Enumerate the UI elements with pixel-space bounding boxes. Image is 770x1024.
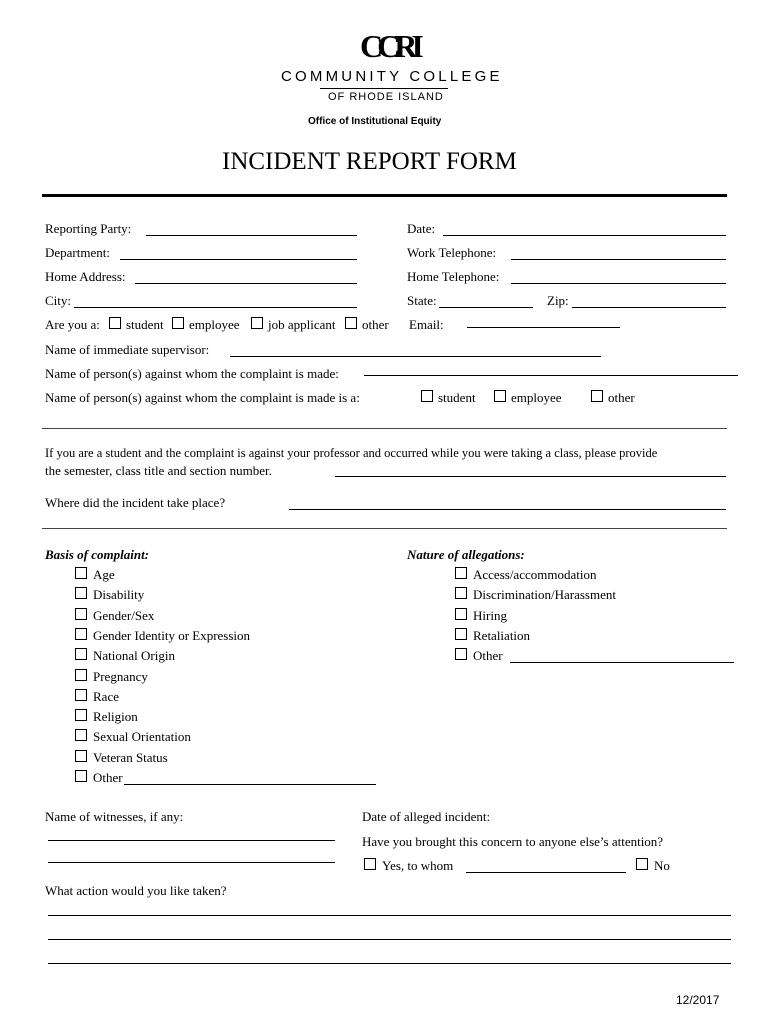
- role-student-checkbox[interactable]: [109, 317, 121, 329]
- home-address-field[interactable]: [135, 283, 357, 284]
- basis-religion-label: Religion: [93, 709, 138, 724]
- witnesses-field-2[interactable]: [48, 862, 335, 863]
- where-field[interactable]: [289, 509, 726, 510]
- zip-label: Zip:: [547, 293, 569, 308]
- title-rule: [42, 194, 727, 197]
- nature-access-accommodation-label: Access/accommodation: [473, 567, 597, 582]
- college-state: OF RHODE ISLAND: [328, 91, 444, 103]
- nature-retaliation-checkbox[interactable]: [455, 628, 467, 640]
- nature-other-label: Other: [473, 648, 503, 663]
- form-title: INCIDENT REPORT FORM: [222, 148, 517, 175]
- action-field-1[interactable]: [48, 915, 731, 916]
- state-field[interactable]: [439, 307, 533, 308]
- role-employee-checkbox[interactable]: [172, 317, 184, 329]
- email-label: Email:: [409, 317, 444, 332]
- city-field[interactable]: [74, 307, 357, 308]
- basis-heading: Basis of complaint:: [45, 547, 150, 562]
- yes-label: Yes, to whom: [382, 858, 454, 873]
- state-label: State:: [407, 293, 437, 308]
- nature-discrimination-harassment-label: Discrimination/Harassment: [473, 587, 616, 602]
- basis-national-origin-label: National Origin: [93, 648, 175, 663]
- basis-gender-identity-or-expression-checkbox[interactable]: [75, 628, 87, 640]
- supervisor-field[interactable]: [230, 356, 601, 357]
- respondent-student-label: student: [438, 390, 476, 405]
- college-name: COMMUNITY COLLEGE: [281, 68, 503, 85]
- basis-disability-label: Disability: [93, 587, 145, 602]
- basis-veteran-status-checkbox[interactable]: [75, 750, 87, 762]
- basis-gender-sex-label: Gender/Sex: [93, 608, 155, 623]
- basis-pregnancy-checkbox[interactable]: [75, 669, 87, 681]
- role-other-label: other: [362, 317, 389, 332]
- date-field[interactable]: [443, 235, 726, 236]
- reporting-party-field[interactable]: [146, 235, 357, 236]
- witnesses-label: Name of witnesses, if any:: [45, 809, 184, 824]
- role-job-applicant-checkbox[interactable]: [251, 317, 263, 329]
- zip-field[interactable]: [572, 307, 726, 308]
- basis-national-origin-checkbox[interactable]: [75, 648, 87, 660]
- role-student-label: student: [126, 317, 164, 332]
- basis-gender-identity-or-expression-label: Gender Identity or Expression: [93, 628, 251, 643]
- basis-age-label: Age: [93, 567, 115, 582]
- basis-other-field[interactable]: [124, 784, 376, 785]
- home-telephone-label: Home Telephone:: [407, 269, 500, 284]
- brought-concern-label: Have you brought this concern to anyone else’s attention?: [362, 834, 664, 849]
- basis-veteran-status-label: Veteran Status: [93, 750, 168, 765]
- role-job-applicant-label: job applicant: [268, 317, 336, 332]
- basis-other-checkbox[interactable]: [75, 770, 87, 782]
- basis-other-label: Other: [93, 770, 123, 785]
- role-other-checkbox[interactable]: [345, 317, 357, 329]
- action-field-2[interactable]: [48, 939, 731, 940]
- date-alleged-label: Date of alleged incident:: [362, 809, 491, 824]
- section-rule-1: [42, 428, 727, 429]
- supervisor-label: Name of immediate supervisor:: [45, 342, 210, 357]
- class-info-field[interactable]: [335, 476, 726, 477]
- respondent-employee-label: employee: [511, 390, 562, 405]
- basis-religion-checkbox[interactable]: [75, 709, 87, 721]
- respondent-student-checkbox[interactable]: [421, 390, 433, 402]
- nature-access-accommodation-checkbox[interactable]: [455, 567, 467, 579]
- logo-divider: [320, 88, 448, 89]
- section-rule-2: [42, 528, 727, 529]
- action-label: What action would you like taken?: [45, 883, 227, 898]
- basis-race-label: Race: [93, 689, 119, 704]
- student-instructions-line1: If you are a student and the complaint is against your professor and occurred while you were taking a class, please provide: [45, 446, 658, 460]
- nature-hiring-label: Hiring: [473, 608, 507, 623]
- where-label: Where did the incident take place?: [45, 495, 226, 510]
- department-field[interactable]: [120, 259, 357, 260]
- basis-sexual-orientation-checkbox[interactable]: [75, 729, 87, 741]
- basis-gender-sex-checkbox[interactable]: [75, 608, 87, 620]
- home-telephone-field[interactable]: [511, 283, 726, 284]
- yes-checkbox[interactable]: [364, 858, 376, 870]
- revision-date: 12/2017: [676, 993, 720, 1007]
- basis-disability-checkbox[interactable]: [75, 587, 87, 599]
- nature-retaliation-label: Retaliation: [473, 628, 531, 643]
- against-whom-field[interactable]: [364, 375, 738, 376]
- basis-sexual-orientation-label: Sexual Orientation: [93, 729, 191, 744]
- work-telephone-label: Work Telephone:: [407, 245, 497, 260]
- respondent-other-label: other: [608, 390, 635, 405]
- date-label: Date:: [407, 221, 436, 236]
- witnesses-field-1[interactable]: [48, 840, 335, 841]
- city-label: City:: [45, 293, 72, 308]
- basis-pregnancy-label: Pregnancy: [93, 669, 148, 684]
- work-telephone-field[interactable]: [511, 259, 726, 260]
- reporting-party-label: Reporting Party:: [45, 221, 132, 236]
- nature-hiring-checkbox[interactable]: [455, 608, 467, 620]
- role-employee-label: employee: [189, 317, 240, 332]
- nature-heading: Nature of allegations:: [407, 547, 525, 562]
- department-label: Department:: [45, 245, 110, 260]
- against-whom-is-label: Name of person(s) against whom the complaint is made is a:: [45, 390, 360, 405]
- home-address-label: Home Address:: [45, 269, 126, 284]
- office-name: Office of Institutional Equity: [308, 116, 442, 127]
- no-label: No: [654, 858, 670, 873]
- nature-other-checkbox[interactable]: [455, 648, 467, 660]
- are-you-a-label: Are you a:: [45, 317, 100, 332]
- respondent-employee-checkbox[interactable]: [494, 390, 506, 402]
- basis-age-checkbox[interactable]: [75, 567, 87, 579]
- nature-discrimination-harassment-checkbox[interactable]: [455, 587, 467, 599]
- no-checkbox[interactable]: [636, 858, 648, 870]
- student-instructions-line2: the semester, class title and section number.: [45, 463, 272, 478]
- against-whom-label: Name of person(s) against whom the complaint is made:: [45, 366, 339, 381]
- college-logo: CCRI: [360, 28, 418, 64]
- yes-to-whom-field[interactable]: [466, 872, 626, 873]
- email-field[interactable]: [467, 327, 620, 328]
- basis-race-checkbox[interactable]: [75, 689, 87, 701]
- action-field-3[interactable]: [48, 963, 731, 964]
- respondent-other-checkbox[interactable]: [591, 390, 603, 402]
- nature-other-field[interactable]: [510, 662, 734, 663]
